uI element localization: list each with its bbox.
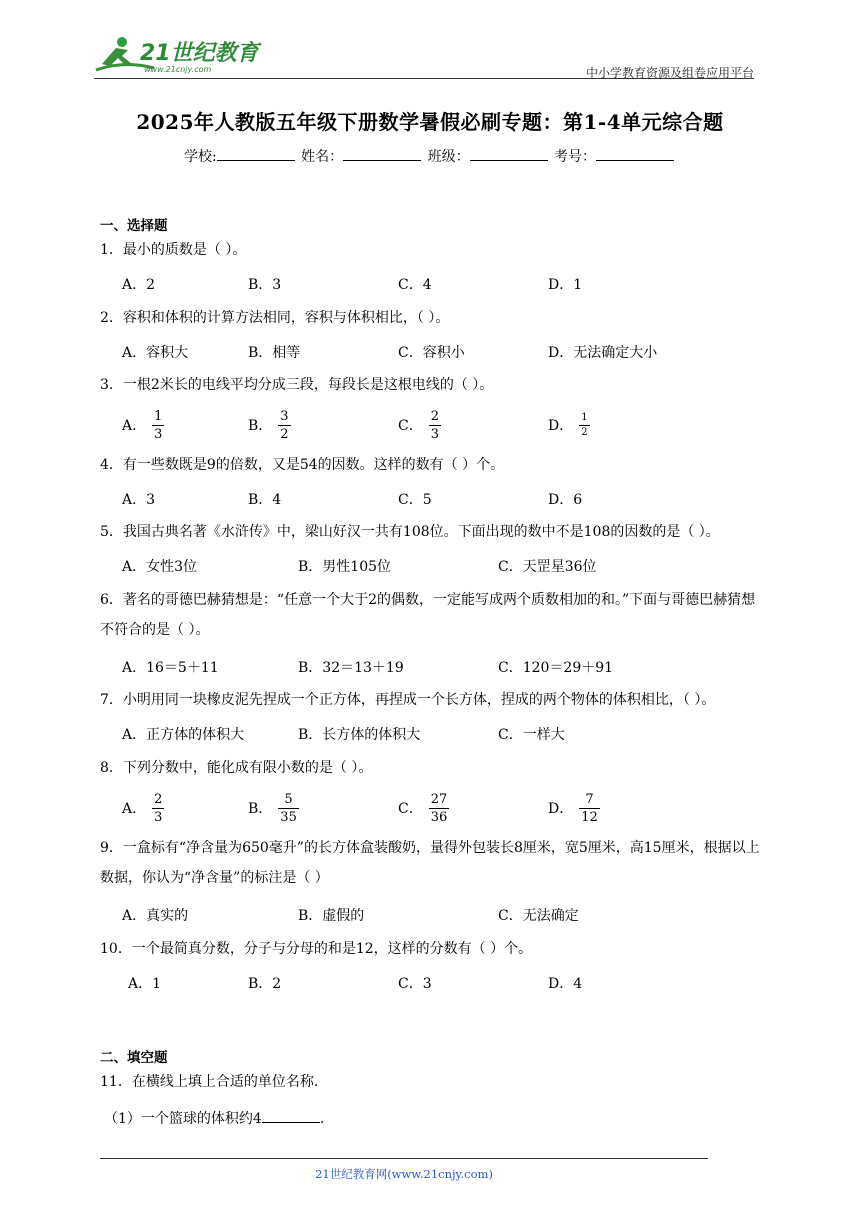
- option-c[interactable]: C．无法确定: [498, 908, 579, 924]
- question-6: 6．著名的哥德巴赫猜想是：“任意一个大于2的偶数，一定能写成两个质数相加的和。”下面与哥德巴赫猜想不符合的是（ ）。: [100, 592, 756, 638]
- option-d[interactable]: D． $\frac{1}{2}$: [548, 411, 588, 438]
- exam-no-blank[interactable]: [596, 148, 674, 161]
- option-a[interactable]: A．正方体的体积大: [122, 727, 245, 743]
- question-8-options: [122, 791, 762, 825]
- option-b[interactable]: B．长方体的体积大: [298, 727, 421, 743]
- class-blank[interactable]: [470, 148, 548, 161]
- question-10: 10．一个最简真分数，分子与分母的和是12，这样的分数有（ ）个。: [100, 941, 533, 957]
- question-9: 9．一盒标有“净含量为650毫升”的长方体盒装酸奶，量得外包装长8厘米，宽5厘米，高15厘米，根据以上数据，你认为“净含量”的标注是（ ）: [100, 840, 760, 886]
- page-header: [94, 28, 754, 80]
- question-7: 7．小明用同一块橡皮泥先捏成一个正方体，再捏成一个长方体，捏成的两个物体的体积相比，（ ）。: [100, 692, 716, 708]
- question-5: 5．我国古典名著《水浒传》中，梁山好汉一共有108位。下面出现的数中不是108的因数的是（ ）。: [100, 524, 720, 540]
- option-d[interactable]: D．6: [548, 492, 583, 508]
- option-b[interactable]: B． $\frac{3}{2}$: [248, 408, 289, 442]
- question-3: 3．一根2米长的电线平均分成三段，每段长是这根电线的（ ）。: [100, 377, 494, 393]
- exam-no-label: 考号：: [554, 149, 597, 165]
- section-fill-heading: 二、填空题: [100, 1050, 168, 1066]
- school-blank[interactable]: [217, 148, 295, 161]
- question-1-options: [122, 267, 762, 301]
- option-a[interactable]: A．容积大: [122, 345, 189, 361]
- logo: [94, 34, 264, 74]
- option-a[interactable]: A．3: [122, 492, 156, 508]
- answer-blank[interactable]: [262, 1108, 320, 1123]
- option-b[interactable]: B． $\frac{5}{35}$: [248, 791, 297, 825]
- option-c[interactable]: C．3: [398, 976, 432, 992]
- option-b[interactable]: B．4: [248, 492, 282, 508]
- question-7-options: [122, 717, 762, 751]
- option-b[interactable]: B．3: [248, 277, 282, 293]
- option-d[interactable]: D． $\frac{7}{12}$: [548, 791, 598, 825]
- option-a[interactable]: A．1: [128, 976, 162, 992]
- option-b[interactable]: B．相等: [248, 345, 301, 361]
- option-d[interactable]: D．1: [548, 277, 583, 293]
- name-blank[interactable]: [343, 148, 421, 161]
- fraction: $\frac{27}{36}$: [430, 791, 448, 825]
- fraction: $\frac{1}{2}$: [581, 411, 588, 438]
- fraction: $\frac{1}{3}$: [154, 408, 163, 442]
- header-divider: [94, 78, 754, 79]
- option-a[interactable]: A．真实的: [122, 908, 189, 924]
- footer-link[interactable]: 21世纪教育网(www.21cnjy.com): [315, 1167, 493, 1181]
- question-2: 2．容积和体积的计算方法相同，容积与体积相比，（ ）。: [100, 310, 450, 326]
- question-1: 1．最小的质数是（ ）。: [100, 242, 247, 258]
- option-b[interactable]: B．虚假的: [298, 908, 365, 924]
- option-c[interactable]: C．120＝29＋91: [498, 660, 614, 676]
- option-c[interactable]: C．天罡星36位: [498, 559, 597, 575]
- svg-text:www.21cnjy.com: www.21cnjy.com: [144, 65, 212, 74]
- fraction: $\frac{5}{35}$: [280, 791, 297, 825]
- option-c[interactable]: C． $\frac{27}{36}$: [398, 791, 448, 825]
- class-label: 班级：: [427, 149, 470, 165]
- question-10-options: [128, 966, 768, 1000]
- question-2-options: [122, 335, 762, 369]
- section-choice-heading: 一、选择题: [100, 218, 168, 234]
- question-3-options: [122, 408, 762, 442]
- question-4: 4．有一些数既是9的倍数，又是54的因数。这样的数有（ ）个。: [100, 457, 505, 473]
- option-b[interactable]: B．32＝13＋19: [298, 660, 404, 676]
- svg-text:21世纪教育: 21世纪教育: [140, 41, 259, 66]
- question-4-options: [122, 482, 762, 516]
- student-info: [0, 146, 860, 166]
- option-a[interactable]: A．女性3位: [122, 559, 198, 575]
- option-c[interactable]: C．一样大: [498, 727, 565, 743]
- option-b[interactable]: B．2: [248, 976, 282, 992]
- option-d[interactable]: D．无法确定大小: [548, 345, 658, 361]
- question-9-options: [122, 898, 762, 932]
- option-a[interactable]: A． $\frac{2}{3}$: [122, 791, 163, 825]
- option-a[interactable]: A． $\frac{1}{3}$: [122, 408, 163, 442]
- footer-divider: [100, 1158, 708, 1159]
- fraction: $\frac{2}{3}$: [430, 408, 439, 442]
- question-5-options: [122, 549, 762, 583]
- platform-name: 中小学教育资源及组卷应用平台: [585, 66, 754, 80]
- option-c[interactable]: C． $\frac{2}{3}$: [398, 408, 439, 442]
- option-b[interactable]: B．男性105位: [298, 559, 392, 575]
- option-a[interactable]: A．2: [122, 277, 156, 293]
- name-label: 姓名：: [301, 149, 344, 165]
- fraction: $\frac{3}{2}$: [280, 408, 289, 442]
- option-d[interactable]: D．4: [548, 976, 583, 992]
- option-a[interactable]: A．16＝5＋11: [122, 660, 219, 676]
- school-label: 学校:: [183, 149, 217, 165]
- option-c[interactable]: C．5: [398, 492, 432, 508]
- fraction: $\frac{7}{12}$: [581, 791, 598, 825]
- question-8: 8．下列分数中，能化成有限小数的是（ ）。: [100, 760, 373, 776]
- option-c[interactable]: C．4: [398, 277, 432, 293]
- page-title: 2025年人教版五年级下册数学暑假必刷专题：第1-4单元综合题: [136, 110, 724, 134]
- option-c[interactable]: C．容积小: [398, 345, 465, 361]
- question-11-1: （1）一个篮球的体积约4 .: [104, 1103, 768, 1135]
- question-6-options: [122, 650, 762, 684]
- question-11: 11．在横线上填上合适的单位名称.: [100, 1074, 319, 1090]
- fraction: $\frac{2}{3}$: [154, 791, 163, 825]
